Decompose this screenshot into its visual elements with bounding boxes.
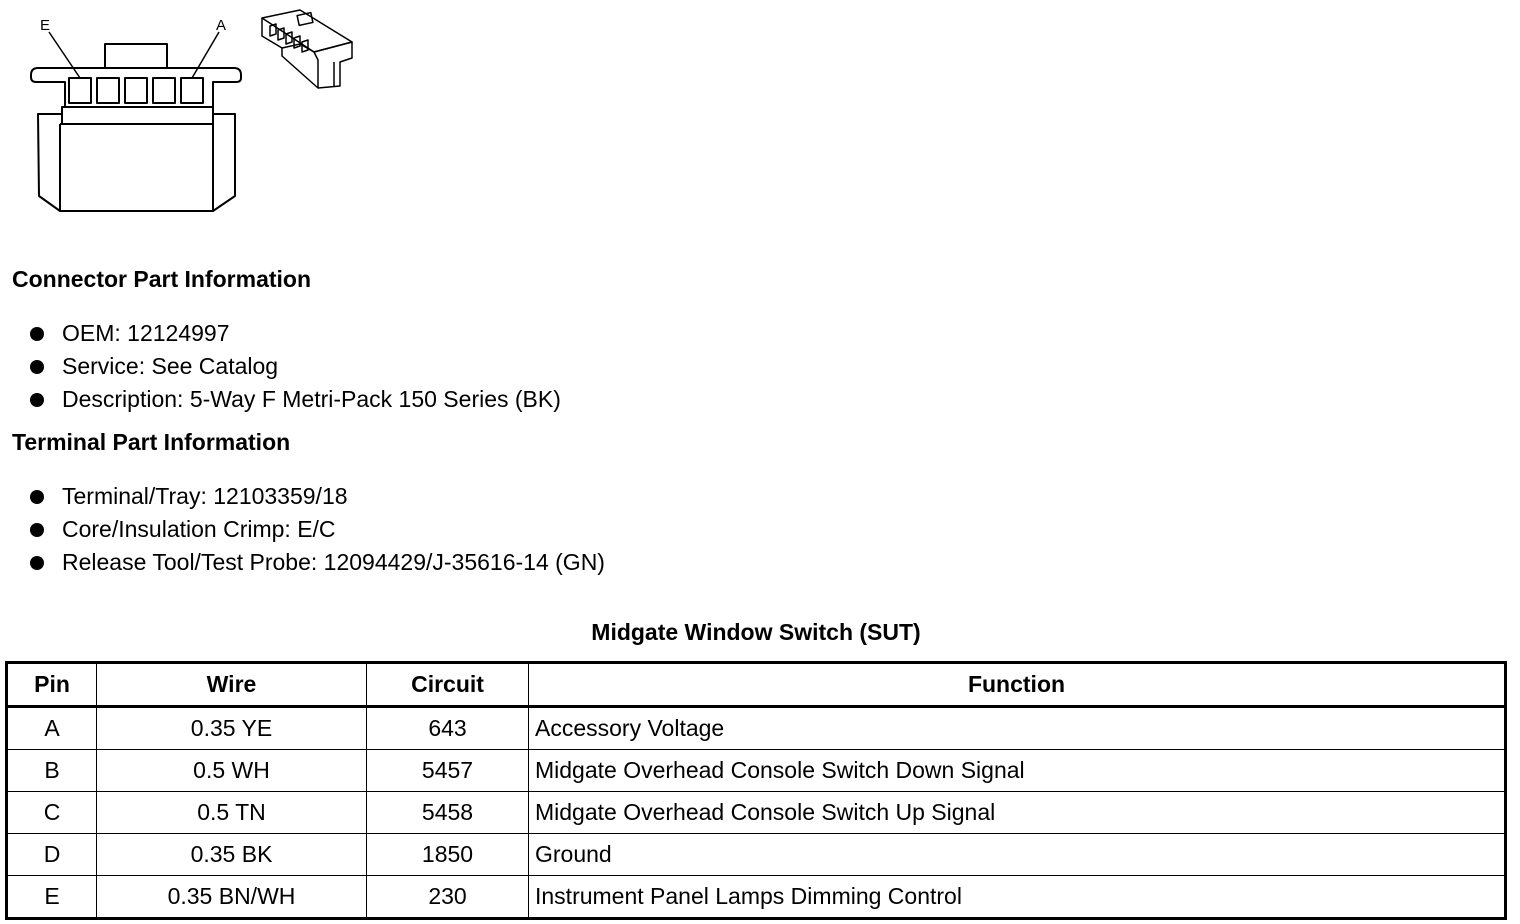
connector-face-view xyxy=(31,32,241,211)
wire-cell: 0.5 TN xyxy=(97,792,367,834)
wire-cell: 0.35 YE xyxy=(97,707,367,750)
wire-cell: 0.35 BN/WH xyxy=(97,876,367,919)
bullet-icon xyxy=(30,556,44,570)
list-item xyxy=(28,546,605,579)
pinout-table xyxy=(5,661,1507,920)
circuit-cell: 1850 xyxy=(367,834,529,876)
circuit-cell: 230 xyxy=(367,876,529,919)
pin-a-callout: A xyxy=(216,17,227,34)
table-row xyxy=(7,750,1506,792)
circuit-cell: 643 xyxy=(367,707,529,750)
bullet-icon xyxy=(30,360,44,374)
column-header-pin: Pin xyxy=(7,663,97,707)
circuit-cell: 5457 xyxy=(367,750,529,792)
list-item-text: Description: 5-Way F Metri-Pack 150 Series (BK) xyxy=(62,386,561,412)
pin-e-callout: E xyxy=(40,17,51,34)
connector-part-list xyxy=(28,317,561,416)
connector-isometric-view xyxy=(262,10,352,88)
list-item xyxy=(28,317,561,350)
column-header-wire: Wire xyxy=(97,663,367,707)
terminal-part-list xyxy=(28,480,605,579)
list-item xyxy=(28,350,561,383)
table-row xyxy=(7,834,1506,876)
list-item xyxy=(28,513,605,546)
table-row xyxy=(7,876,1506,919)
list-item-text: Core/Insulation Crimp: E/C xyxy=(62,516,336,542)
list-item-text: Service: See Catalog xyxy=(62,353,279,379)
function-cell: Accessory Voltage xyxy=(529,707,1506,750)
pin-cell: C xyxy=(7,792,97,834)
pin-cell: B xyxy=(7,750,97,792)
function-cell: Midgate Overhead Console Switch Down Signal xyxy=(529,750,1506,792)
pin-cell: A xyxy=(7,707,97,750)
list-item xyxy=(28,480,605,513)
list-item-text: Release Tool/Test Probe: 12094429/J-35616-14 (GN) xyxy=(62,549,605,575)
column-header-function: Function xyxy=(529,663,1506,707)
column-header-circuit: Circuit xyxy=(367,663,529,707)
bullet-icon xyxy=(30,393,44,407)
connector-diagram xyxy=(0,0,380,225)
function-cell: Midgate Overhead Console Switch Up Signal xyxy=(529,792,1506,834)
table-header-row xyxy=(7,663,1506,707)
table-title: Midgate Window Switch (SUT) xyxy=(591,619,921,645)
bullet-icon xyxy=(30,327,44,341)
list-item-text: Terminal/Tray: 12103359/18 xyxy=(62,483,348,509)
pin-cell: E xyxy=(7,876,97,919)
table-row xyxy=(7,707,1506,750)
bullet-icon xyxy=(30,490,44,504)
function-cell: Ground xyxy=(529,834,1506,876)
list-item xyxy=(28,383,561,416)
wire-cell: 0.35 BK xyxy=(97,834,367,876)
bullet-icon xyxy=(30,523,44,537)
pin-cell: D xyxy=(7,834,97,876)
terminal-part-heading: Terminal Part Information xyxy=(12,429,291,455)
function-cell: Instrument Panel Lamps Dimming Control xyxy=(529,876,1506,919)
circuit-cell: 5458 xyxy=(367,792,529,834)
wire-cell: 0.5 WH xyxy=(97,750,367,792)
table-row xyxy=(7,792,1506,834)
connector-part-heading: Connector Part Information xyxy=(12,266,312,292)
list-item-text: OEM: 12124997 xyxy=(62,320,230,346)
